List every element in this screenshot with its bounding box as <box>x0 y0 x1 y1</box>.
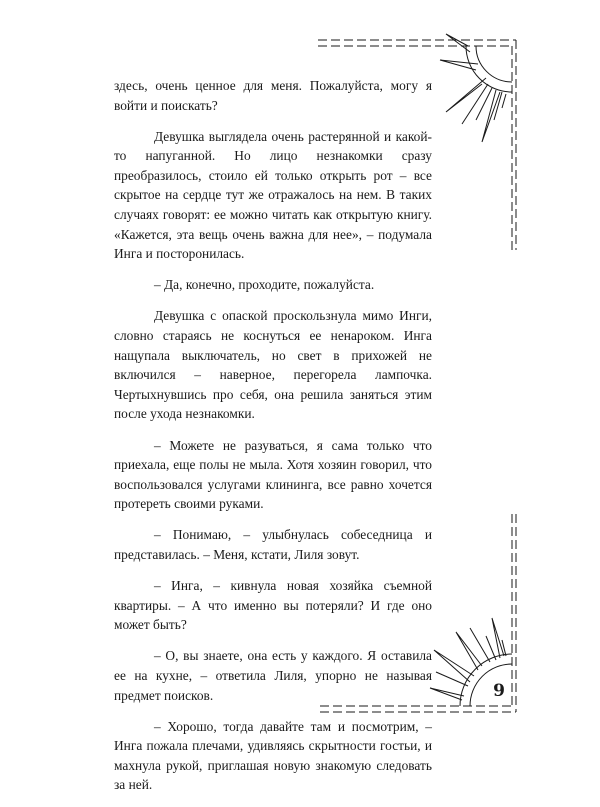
paragraph: – Да, конечно, проходите, пожалуйста. <box>154 277 375 293</box>
paragraph: Девушка с опаской проскользнула мимо Инги, словно стараясь не коснуться ее ненароком. Инга нащупала выключатель, но свет в прихожей не включился – наверное, перегорела лампочка. Чертыхнувшись про себя, она решила заняться этим после ухода незнакомки. <box>114 308 432 422</box>
paragraph: Девушка выглядела очень растерянной и какой-то напуганной. Но лицо незнакомки сразу преобразилось, стоило ей только открыть рот – все скрытое на сердце тут же отражалось на нем. В таких случаях говорят: ее можно читать как открытую книгу. «Кажется, эта вещь очень важна для нее», – подумала Инга и посторонилась. <box>114 128 432 262</box>
paragraph: – Понимаю, – улыбнулась собеседница и представилась. – Меня, кстати, Лиля зовут. <box>114 527 432 562</box>
paragraph: – Инга, – кивнула новая хозяйка съемной квартиры. – А что именно вы потеряли? И где оно может быть? <box>114 578 432 633</box>
paragraph: – О, вы знаете, она есть у каждого. Я оставила ее на кухне, – ответила Лиля, упорно не называя предмет поисков. <box>114 648 432 703</box>
paragraph: здесь, очень ценное для меня. Пожалуйста, могу я войти и поискать? <box>114 78 432 113</box>
paragraph: – Можете не разуваться, я сама только что приехала, еще полы не мыла. Хотя хозяин говорил, что воспользовался услугами клининга, все равно хочется протереть своими руками. <box>114 437 432 512</box>
paragraph: – Хорошо, тогда давайте там и посмотрим, – Инга пожала плечами, удивляясь скрытности гостьи, и махнула рукой, приглашая новую знакомую следовать за ней. <box>114 718 432 793</box>
body-text <box>114 76 432 807</box>
page-number: 9 <box>493 681 505 701</box>
top-sun-icon <box>440 34 512 142</box>
